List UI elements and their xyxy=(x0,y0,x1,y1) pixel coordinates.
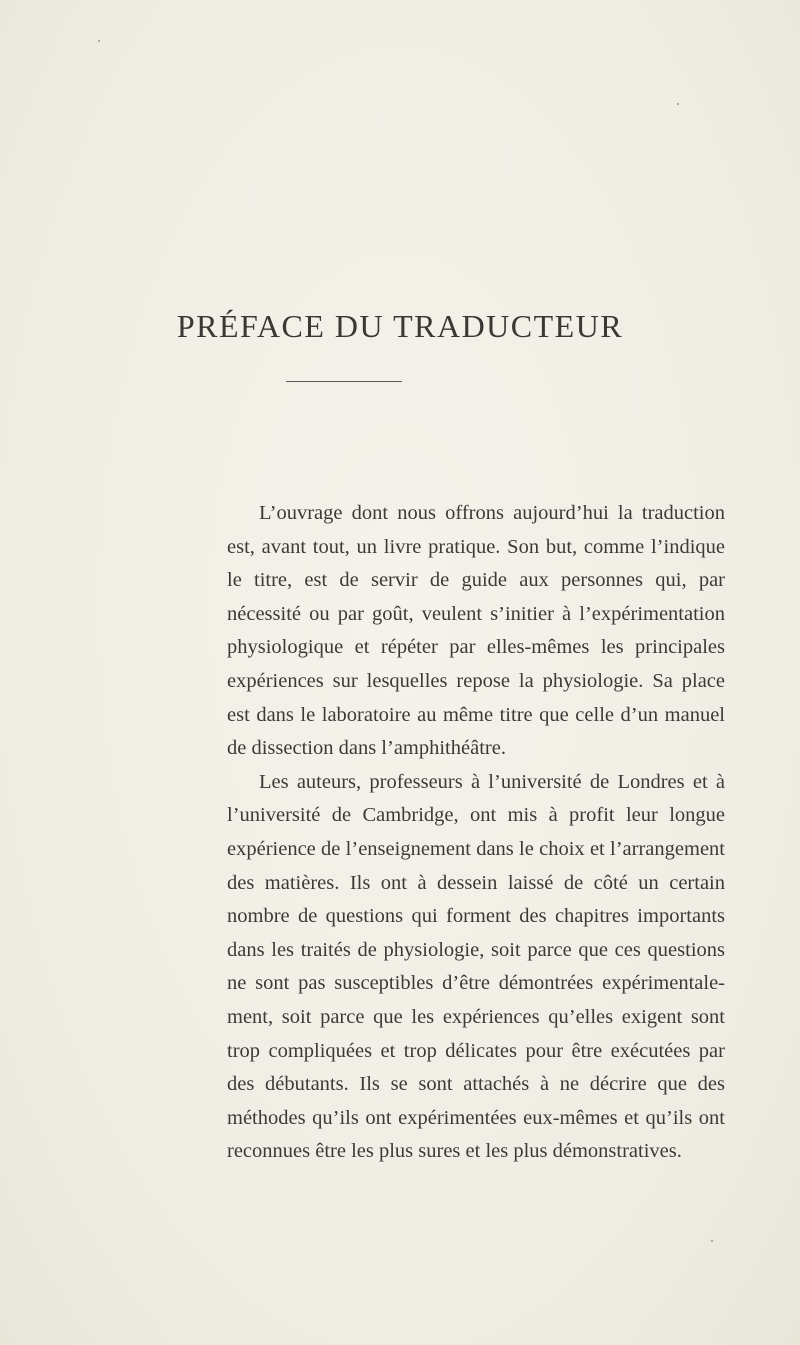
paper-speck xyxy=(98,40,100,42)
paper-speck xyxy=(711,1240,713,1242)
paper-speck xyxy=(677,103,679,105)
page-title: PRÉFACE DU TRADUCTEUR xyxy=(176,308,624,344)
paragraph-1: L’ouvrage dont nous offrons aujourd’hui la traduction est, avant tout, un livre pratique. Son but, comme l’indique le titre, est de servir de guide aux personnes qui, par nécessité ou par goût, veulent s’initier à l’expérimentation physiologique et répéter par elles-mêmes les principales expériences sur lesquelles repose la physiologie. Sa place est dans le laboratoire au même titre que celle d’un manuel de dissection dans l’amphithéâtre. xyxy=(227,502,725,760)
preface-body xyxy=(227,497,725,1169)
paragraph-2: Les auteurs, professeurs à l’université de Londres et à l’université de Cambridge, ont mis à profit leur longue expérience de l’enseignement dans le choix et l’arrangement des matières. Ils ont à dessein laissé de côté un certain nombre de questions qui forment des chapitres importants dans les traités de physiologie, soit parce que ces questions ne sont pas susceptibles d’être démontrées expérimentalement, soit parce que les expériences qu’elles exigent sont trop compliquées et trop délicates pour être exécutées par des débutants. Ils se sont attachés à ne décrire que des méthodes qu’ils ont expérimentées eux-mêmes et qu’ils ont reconnues être les plus sures et les plus démonstratives. xyxy=(227,770,725,1163)
title-divider xyxy=(286,381,402,382)
